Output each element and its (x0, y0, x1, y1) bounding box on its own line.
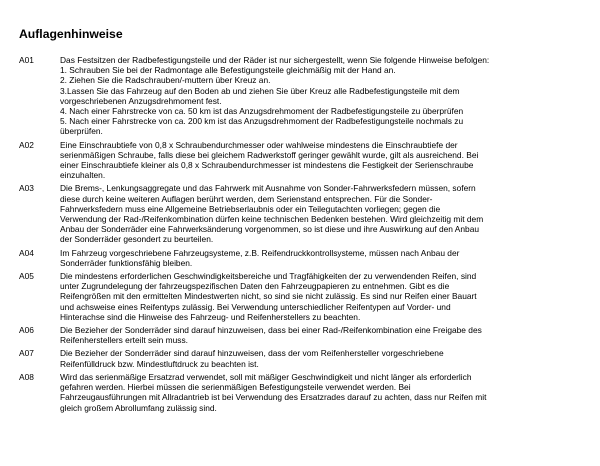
note-a06 (19, 325, 594, 345)
note-line: 3.Lassen Sie das Fahrzeug auf den Boden ab und ziehen Sie über Kreuz alle Radbefestigungsteile mit dem (60, 85, 460, 96)
note-code: A04 (19, 247, 34, 258)
note-text (60, 372, 594, 413)
note-text (60, 183, 594, 244)
note-line: vorgeschriebenen Anzugsdrehmoment fest. (60, 95, 222, 106)
note-line: unter Zugrundelegung der fahrzeugspezifischen Daten den Fahrzeugpapieren zu entnehmen. Gibt es die (60, 281, 450, 292)
note-a01 (19, 55, 594, 137)
note-a07 (19, 348, 594, 368)
note-code: A08 (19, 371, 34, 382)
note-line: Reifenherstellers erteilt sein muss. (60, 335, 189, 346)
note-line: Wird das serienmäßige Ersatzrad verwendet, soll mit mäßiger Geschwindigkeit und nicht länger als erforderlich (60, 371, 472, 382)
note-line: 2. Ziehen Sie die Radschrauben/-muttern über Kreuz an. (60, 75, 271, 86)
note-text (60, 348, 594, 368)
note-line: Hinterachse sind die Hinweise des Fahrzeug- und Reifenherstellers zu beachten. (60, 311, 361, 322)
note-line: Die Bezieher der Sonderräder sind darauf hinzuweisen, dass der vom Reifenhersteller vorgeschriebene (60, 348, 444, 359)
note-text (60, 271, 594, 322)
note-line: Eine Einschraubtiefe von 0,8 x Schraubendurchmesser oder wahlweise mindestens die Einschraubtiefe der (60, 139, 458, 150)
note-line: überprüfen. (60, 126, 103, 137)
note-line: Fahrwerksfedern muss eine Allgemeine Betriebserlaubnis oder ein Teilegutachten vorliegen; gegen die (60, 203, 441, 214)
note-code: A06 (19, 325, 34, 336)
note-line: Im Fahrzeug vorgeschriebene Fahrzeugsysteme, z.B. Reifendruckkontrollsysteme, müssen nach Anbau der (60, 247, 460, 258)
note-a05 (19, 271, 594, 322)
note-line: und achsweise eines Reifentyps zulässig. Bei Verwendung unterschiedlicher Reifentypen auf Vorder- und (60, 301, 451, 312)
note-line: Reifengrößen mit den ermittelten Mindestwerten nicht, so sind sie nicht zulässig. Es sind nur Reifen einer Bauart (60, 291, 477, 302)
note-line: 1. Schrauben Sie bei der Radmontage alle Befestigungsteile gleichmäßig mit der Hand an. (60, 65, 396, 76)
note-a03 (19, 183, 594, 244)
note-line: einzuhalten. (60, 170, 106, 181)
page-title: Auflagenhinweise (19, 27, 123, 41)
note-code: A02 (19, 139, 34, 150)
note-line: Verwendung der Rad-/Reifenkombination dürfen keine technischen Bedenken bestehen. Wird gleichzeitig mit dem (60, 214, 484, 225)
note-text (60, 140, 594, 181)
note-line: Fahrzeugausführungen mit Allradantrieb ist bei Verwendung des Ersatzrades darauf zu achten, dass nur Reifen mit (60, 392, 487, 403)
note-a08 (19, 372, 594, 413)
note-code: A03 (19, 183, 34, 194)
note-a04 (19, 248, 594, 268)
note-line: diese durch keine weiteren Auflagen berührt werden, dem Serienstand entsprechen. Für die Sonder- (60, 193, 433, 204)
note-line: gleich großem Abrollumfang zulässig sind. (60, 402, 217, 413)
note-line: Die mindestens erforderlichen Geschwindigkeitsbereiche und Tragfähigkeiten der zu verwendenden Reifen, sind (60, 271, 477, 282)
note-line: serienmäßigen Schraube, falls diese bei gleichem Radwerkstoff geringer gewählt wurde, gilt als ausreichend. Bei (60, 149, 479, 160)
note-line: gefahren werden. Hierbei müssen die serienmäßigen Befestigungsteile verwendet werden. Bei (60, 382, 411, 393)
note-code: A05 (19, 271, 34, 282)
note-text (60, 55, 594, 137)
note-line: Sonderräder funktionsfähig bleiben. (60, 257, 193, 268)
note-line: Die Bezieher der Sonderräder sind darauf hinzuweisen, dass bei einer Rad-/Reifenkombination eine Freigabe des (60, 325, 482, 336)
note-code: A01 (19, 55, 34, 65)
note-line: einer Einschraubtiefe kleiner als 0,8 x Schraubendurchmesser ist mindestens die Festigkeit der Serienschraube (60, 160, 474, 171)
note-line: 4. Nach einer Fahrstrecke von ca. 50 km ist das Anzugsdrehmoment der Radbefestigungsteile zu überprüfen (60, 106, 464, 117)
note-text (60, 248, 594, 268)
note-line: Anbau der Sonderräder eine Fahrwerksänderung vorgenommen, so ist diese und ihre Auswirkung auf den Anbau (60, 224, 480, 235)
note-line: der Sonderräder gesondert zu beurteilen. (60, 234, 214, 245)
note-line: 5. Nach einer Fahrstrecke von ca. 200 km ist das Anzugsdrehmoment der Radbefestigungsteile nochmals zu (60, 116, 464, 127)
notes-list (19, 55, 594, 416)
note-line: Das Festsitzen der Radbefestigungsteile und der Räder ist nur sichergestellt, wenn Sie folgende Hinweise befolgen: (60, 55, 490, 65)
note-a02 (19, 140, 594, 181)
note-line: Die Brems-, Lenkungsaggregate und das Fahrwerk mit Ausnahme von Sonder-Fahrwerksfedern müssen, sofern (60, 183, 476, 194)
note-line: Reifenfülldruck bzw. Mindestluftdruck zu beachten ist. (60, 358, 259, 369)
note-text (60, 325, 594, 345)
note-code: A07 (19, 348, 34, 359)
